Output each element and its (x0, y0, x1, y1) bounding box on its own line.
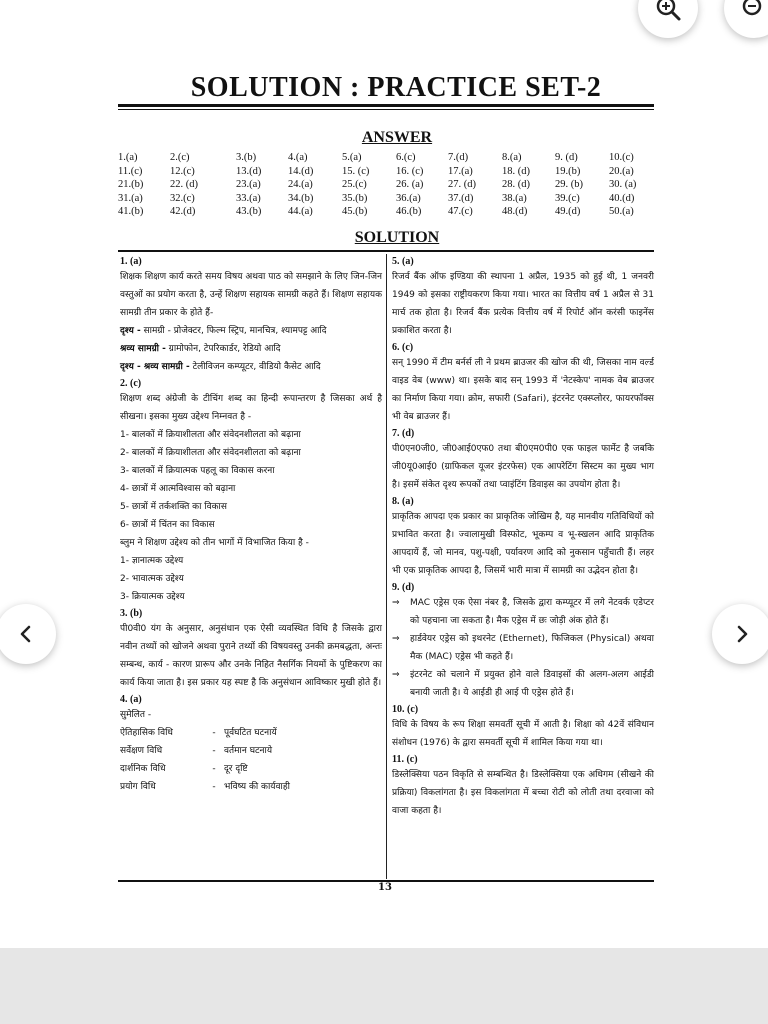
answer-cell: 41.(b) (118, 206, 144, 218)
answer-cell: 37.(d) (448, 192, 474, 204)
question-label: 1. (a) (120, 256, 142, 267)
answer-cell: 48.(d) (502, 206, 528, 218)
arrow-list-item (392, 630, 654, 666)
question-label: 2. (c) (120, 378, 142, 389)
arrow-item-text: इंटरनेट को चलाने में प्रयुक्त होने वाले डिवाइसों की अलग-अलग आईडी बनायी जाती है। ये आईडी ही आई पी एड्रेस होते हैं। (410, 670, 654, 698)
answer-cell: 38.(a) (502, 192, 527, 204)
page-title: SOLUTION : PRACTICE SET-2 (190, 72, 602, 103)
list-item: 6- छात्रों में चिंतन का विकास (120, 520, 215, 530)
match-result: वर्तमान घटनाये (224, 746, 273, 756)
answer-cell: 8.(a) (502, 152, 522, 163)
list-item: 3- बालकों में क्रियात्मक पहलू का विकास करना (120, 466, 275, 476)
match-method: दार्शनिक विधि (120, 764, 166, 774)
answer-cell: 40.(d) (609, 192, 635, 204)
question-label: 4. (a) (120, 694, 142, 705)
answer-cell: 24.(a) (288, 179, 313, 191)
answer-row (118, 193, 658, 207)
answer-cell: 29. (b) (555, 179, 583, 191)
answer-cell: 44.(a) (288, 206, 313, 218)
question-label: 5. (a) (392, 256, 414, 267)
match-dash: - (212, 728, 216, 738)
list-item: 2- बालकों में क्रियाशीलता और संवेदनशीलता को बढ़ाना (120, 448, 301, 458)
solution-text: प्राकृतिक आपदा एक प्रकार का प्राकृतिक जोखिम है, यह मानवीय गतिविधियों को प्रभावित करता है। ज्वालामुखी विस्फोट, भूकम्प व भू-स्खलन आदि प्राकृतिक आपदायें हैं, जो मानव, पशु-पक्षी, पर्यावरण आदि को नुकसान पहुँचाती हैं। लहर भी एक प्राकृतिक आपदा है, जिसमें भारी मात्रा में सामग्री का उद्भेदन होता है। (392, 512, 654, 576)
question-label: 6. (c) (392, 342, 414, 353)
title-rule (118, 104, 654, 107)
solution-text: डिस्लेक्सिया पठन विकृति से सम्बन्धित है। डिस्लेक्सिया एक अधिगम (सीखने की प्रक्रिया) विकलांगता है। इस विकलांगता में बच्चा रोटी को लोती तथा दरवाजा को वाजा कहता है। (392, 770, 654, 816)
solution-text: शिक्षक शिक्षण कार्य करते समय विषय अथवा पाठ को समझाने के लिए जिन-जिन वस्तुओं का प्रयोग करता है, उन्हें शिक्षण सहायक सामग्री कहते हैं। शिक्षण सहायक सामग्री तीन प्रकार के होते हैं- (120, 272, 382, 318)
match-row (120, 760, 382, 778)
answer-cell: 5.(a) (342, 152, 362, 163)
term-desc: टेलीविजन कम्प्यूटर, वीडियो कैसेट आदि (189, 362, 321, 372)
term-desc: सामग्री - प्रोजेक्टर, फिल्म स्ट्रिप, मानचित्र, श्यामपट्ट आदि (140, 326, 327, 336)
solution-left-column (120, 254, 382, 796)
answer-cell: 11.(c) (118, 165, 143, 177)
solution-text: पी0एन0जी0, जी0आई0एफ0 तथा बी0एम0पी0 एक फाइल फार्मेट है जबकि जी0यू0आई0 (ग्राफिकल यूजर इंटरफेस) एक आपरेटिंग सिस्टम का मुख्य भाग है। इसमें संकेत दृश्य रूपकों तथा प्वाइंटिंग डिवाइस का उपयोग होता है। (392, 444, 654, 490)
answer-cell: 31.(a) (118, 192, 143, 204)
answer-cell: 1.(a) (118, 152, 138, 163)
solution-text: ब्लुम ने शिक्षण उद्देश्य को तीन भागों में विभाजित किया है - (120, 538, 309, 548)
answer-cell: 4.(a) (288, 152, 308, 163)
answer-cell: 25.(c) (342, 179, 367, 191)
answer-cell: 30. (a) (609, 179, 637, 191)
question-label: 7. (d) (392, 428, 415, 439)
answer-cell: 13.(d) (236, 165, 262, 177)
bold-term: दृश्य - श्रव्य सामग्री - (120, 362, 190, 372)
match-row (120, 724, 382, 742)
bold-term: दृश्य - (120, 326, 141, 336)
solution-text: विधि के विषय के रूप शिक्षा समवर्ती सूची में आती है। शिक्षा को 42वें संविधान संशोधन (1976) के द्वारा समवर्ती सूची में शामिल किया गया था। (392, 720, 654, 748)
match-result: दूर दृष्टि (224, 764, 248, 774)
answer-cell: 33.(a) (236, 192, 261, 204)
chevron-right-icon (732, 624, 752, 644)
zoom-out-icon (740, 0, 768, 22)
match-method: ऐतिहासिक विधि (120, 728, 173, 738)
solution-text: रिजर्व बैंक ऑफ इण्डिया की स्थापना 1 अप्रैल, 1935 को हुई थी, 1 जनवरी 1949 को इसका राष्ट्रीयकरण किया गया। भारत का वित्तीय वर्ष 1 अप्रैल से 31 मार्च तक होता है। रिजर्व बैंक प्रत्येक वित्तीय वर्ष में रिपोर्ट ऑन करंसी फाइनेंस प्रकाशित करता है। (392, 272, 654, 336)
match-method: प्रयोग विधि (120, 782, 156, 792)
answer-cell: 36.(a) (396, 192, 421, 204)
next-page-button[interactable] (712, 604, 768, 664)
answer-cell: 20.(a) (609, 165, 634, 177)
arrow-item-text: हार्डवेयर एड्रेस को इथरनेट (Ethernet), फिजिकल (Physical) अथवा मैक (MAC) एड्रेस भी कहते हैं। (410, 634, 654, 662)
zoom-in-icon (654, 0, 682, 22)
answer-cell: 32.(c) (170, 192, 195, 204)
arrow-icon: ⇒ (392, 598, 400, 608)
answer-cell: 26. (a) (396, 179, 424, 191)
list-item: 4- छात्रों में आत्मविश्वास को बढ़ाना (120, 484, 236, 494)
answer-cell: 42.(d) (170, 206, 196, 218)
arrow-icon: ⇒ (392, 670, 400, 680)
solution-text (120, 322, 382, 340)
solution-rule (118, 250, 654, 252)
solution-heading: SOLUTION (354, 229, 440, 246)
question-label: 3. (b) (120, 608, 143, 619)
answer-cell: 28. (d) (502, 179, 530, 191)
match-row (120, 742, 382, 760)
answer-cell: 19.(b) (555, 165, 581, 177)
arrow-item-text: MAC एड्रेस एक ऐसा नंबर है, जिसके द्वारा कम्प्यूटर में लगे नेटवर्क एडेप्टर को पहचाना जा सकता है। मैक एड्रेस में छः जोड़ी अंक होते हैं। (410, 598, 654, 626)
question-label: 8. (a) (392, 496, 414, 507)
bold-term: श्रव्य सामग्री - (120, 344, 166, 354)
list-item: 2- भावात्मक उद्देश्य (120, 574, 184, 584)
answer-cell: 6.(c) (396, 152, 416, 163)
answer-cell: 50.(a) (609, 206, 634, 218)
solution-text: सुमेलित - (120, 710, 152, 720)
answer-row (118, 166, 658, 180)
solution-text: पी0वी0 यंग के अनुसार, अनुसंधान एक ऐसी व्यवस्थित विधि है जिसके द्वारा नवीन तथ्यों को खोजने अथवा पुराने तथ्यों की विषयवस्तु उनकी क्रमबद्धता, अन्तः सम्बन्ध, कार्य - कारण प्रारूप और उनके निहित नैसर्गिक नियमों के पुष्टिकरण का कार्य किया जाता है। इस प्रकार यह स्पष्ट है कि अनुसंधान आविष्कार मुखी होते हैं। (120, 624, 382, 688)
match-dash: - (212, 782, 216, 792)
title-rule-thin (118, 109, 654, 110)
chevron-left-icon (16, 624, 36, 644)
solution-text (120, 358, 382, 376)
answer-cell: 21.(b) (118, 179, 144, 191)
match-result: भविष्य की कार्यवाही (224, 782, 290, 792)
answer-heading: ANSWER (361, 129, 433, 146)
match-dash: - (212, 764, 216, 774)
arrow-list-item (392, 594, 654, 630)
answer-cell: 35.(b) (342, 192, 368, 204)
answer-cell: 34.(b) (288, 192, 314, 204)
answer-cell: 27. (d) (448, 179, 476, 191)
question-label: 11. (c) (392, 754, 418, 765)
list-item: 5- छात्रों में तर्कशक्ति का विकास (120, 502, 227, 512)
list-item: 1- बालकों में क्रियाशीलता और संवेदनशीलता को बढ़ाना (120, 430, 301, 440)
answer-cell: 18. (d) (502, 165, 530, 177)
solution-text: सन् 1990 में टीम बर्नर्स ली ने प्रथम ब्राउजर की खोज की थी, जिसका नाम वर्ल्ड वाइड वेब (www) था। इसके बाद सन् 1993 में 'नेटस्केप' नामक वेब ब्राउजर का निर्माण किया गया। क्रोम, सफारी (Safari), इंटरनेट एक्स्प्लोरर, फायरफॉक्स भी वेब ब्राउजर हैं। (392, 358, 654, 422)
question-label: 10. (c) (392, 704, 419, 715)
match-result: पूर्वघटित घटनायें (224, 728, 277, 738)
answer-cell: 7.(d) (448, 152, 469, 163)
answer-cell: 14.(d) (288, 165, 314, 177)
answer-grid (118, 152, 658, 220)
answer-row (118, 152, 658, 166)
answer-cell: 3.(b) (236, 152, 257, 163)
column-divider (386, 254, 387, 879)
arrow-list-item (392, 666, 654, 702)
answer-cell: 16. (c) (396, 165, 424, 177)
answer-cell: 17.(a) (448, 165, 473, 177)
page-number: 13 (378, 882, 392, 893)
viewer-bottom-bar (0, 948, 768, 1024)
answer-cell: 46.(b) (396, 206, 422, 218)
answer-cell: 23.(a) (236, 179, 261, 191)
question-label: 9. (d) (392, 582, 415, 593)
match-method: सर्वेक्षण विधि (120, 746, 163, 756)
answer-cell: 10.(c) (609, 152, 634, 163)
list-item: 3- क्रियात्मक उद्देश्य (120, 592, 185, 602)
solution-text (120, 340, 382, 358)
answer-cell: 47.(c) (448, 206, 473, 218)
arrow-icon: ⇒ (392, 634, 400, 644)
answer-cell: 2.(c) (170, 152, 190, 163)
answer-cell: 15. (c) (342, 165, 370, 177)
answer-row (118, 206, 658, 220)
match-row (120, 778, 382, 796)
answer-cell: 43.(b) (236, 206, 262, 218)
solution-right-column (392, 254, 654, 820)
answer-cell: 22. (d) (170, 179, 198, 191)
answer-row (118, 179, 658, 193)
list-item: 1- ज्ञानात्मक उद्देश्य (120, 556, 184, 566)
match-dash: - (212, 746, 216, 756)
answer-cell: 12.(c) (170, 165, 195, 177)
answer-cell: 39.(c) (555, 192, 580, 204)
term-desc: ग्रामोफोन, टेपरिकार्डर, रेडियो आदि (165, 344, 281, 354)
solution-text: शिक्षण शब्द अंग्रेजी के टीचिंग शब्द का हिन्दी रूपान्तरण है जिसका अर्थ है सीखना। इसका मुख्य उद्देश्य निम्नवत है - (120, 394, 382, 422)
answer-cell: 45.(b) (342, 206, 368, 218)
answer-cell: 49.(d) (555, 206, 581, 218)
answer-cell: 9. (d) (555, 152, 578, 163)
